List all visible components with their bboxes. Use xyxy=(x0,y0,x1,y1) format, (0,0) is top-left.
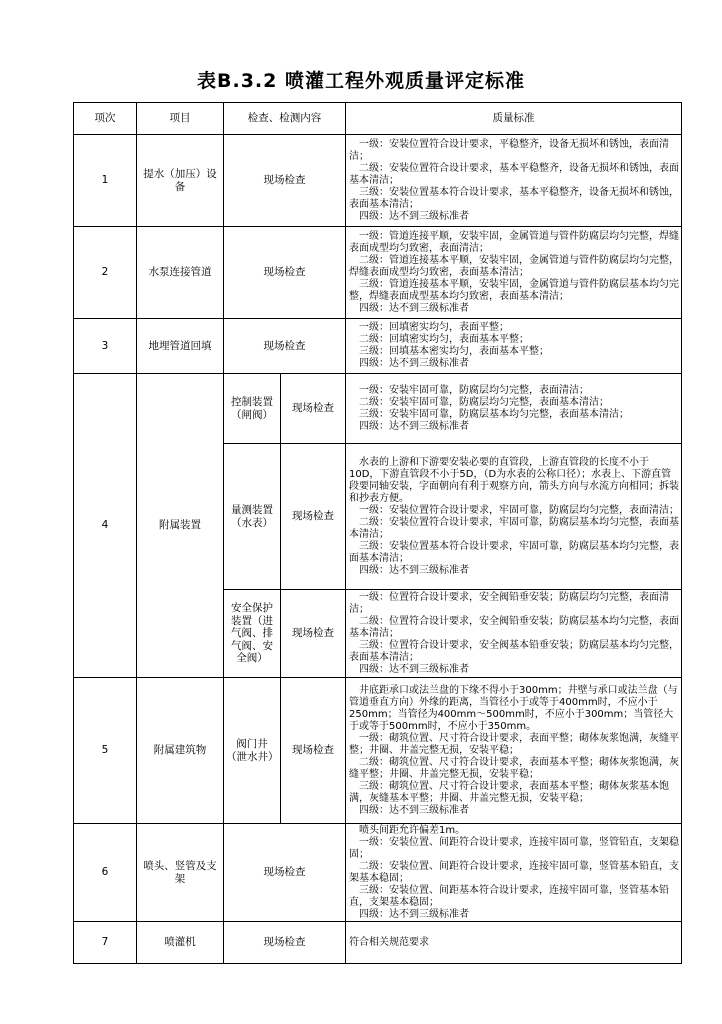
standard-line: 水表的上游和下游要安装必要的直管段，上游直管段的长度不小于10D，下游直管段不小于5D，（D为水表的公称口径）；水表上、下游直管段要同轴安装，字面朝向有利于观察方向，箭头方向与水流方向相同；拆装和抄表方便。 xyxy=(349,456,679,504)
standard-line: 喷头间距允许偏差1m。 xyxy=(359,824,466,836)
row-standard xyxy=(346,135,682,227)
standard-line: 四级：达不到三级标准者 xyxy=(359,210,469,222)
standard-line: 二级：管道连接基本平顺，安装牢固，金属管道与管件防腐层均匀完整，焊缝表面成型均匀致密，表面基本清洁； xyxy=(349,254,679,278)
row-no: 5 xyxy=(74,678,137,824)
row-check: 现场检查 xyxy=(281,444,346,590)
row-no: 3 xyxy=(74,319,137,374)
sub-name-text: 阀门井（泄水井） xyxy=(226,738,279,763)
row-standard xyxy=(346,678,682,824)
standard-line: 二级：安装位置符合设计要求，牢固可靠，防腐层基本均匀完整，表面基本清洁； xyxy=(349,516,679,540)
standard-line: 三级：安装位置、间距基本符合设计要求，连接牢固可靠，竖管基本铅直，支架基本稳固； xyxy=(349,884,669,908)
row-standard xyxy=(346,374,682,444)
row-no: 6 xyxy=(74,824,137,922)
standard-line: 二级：安装位置符合设计要求，基本平稳整齐，设备无损坏和锈蚀，表面基本清洁； xyxy=(349,162,679,186)
row-check: 现场检查 xyxy=(281,590,346,678)
standard-line: 四级：达不到三级标准者 xyxy=(359,804,469,816)
table-row xyxy=(74,374,682,444)
row-item: 地埋管道回填 xyxy=(137,319,224,374)
standard-line: 三级：安装牢固可靠，防腐层基本均匀完整，表面基本清洁； xyxy=(359,408,629,420)
row-standard xyxy=(346,444,682,590)
table-row xyxy=(74,678,682,824)
row-standard xyxy=(346,590,682,678)
standard-line: 二级：砌筑位置、尺寸符合设计要求，表面基本平整；砌体灰浆饱满，灰缝平整；井圈、井盖完整无损，安装平稳； xyxy=(349,756,679,780)
standard-line: 一级：安装位置符合设计要求，牢固可靠，防腐层均匀完整，表面清洁； xyxy=(359,504,679,516)
row-check: 现场检查 xyxy=(281,374,346,444)
standard-line: 三级：安装位置基本符合设计要求，基本平稳整齐，设备无损坏和锈蚀，表面基本清洁； xyxy=(349,186,679,210)
standard-line: 三级：管道连接基本平顺，安装牢固，金属管道与管件防腐层基本均匀完整，焊缝表面成型基本均匀致密，表面基本清洁； xyxy=(349,278,679,302)
standard-line: 二级：安装位置、间距符合设计要求，连接牢固可靠，竖管基本铅直，支架基本稳固； xyxy=(349,860,679,884)
row-item: 附属建筑物 xyxy=(137,678,224,824)
header-standard: 质量标准 xyxy=(346,103,682,135)
sub-name-text: 安全保护装置（进气阀、排气阀、安全阀） xyxy=(231,602,273,665)
table-row xyxy=(74,824,682,922)
standard-line: 二级：位置符合设计要求，安全阀铅垂安装；防腐层基本均匀完整，表面基本清洁； xyxy=(349,615,679,639)
standard-line: 一级：安装位置、间距符合设计要求，连接牢固可靠，竖管铅直，支架稳固； xyxy=(349,836,679,860)
row-item: 喷灌机 xyxy=(137,922,224,964)
row-sub-name xyxy=(224,678,281,824)
row-item: 水泵连接管道 xyxy=(137,227,224,319)
header-item: 项目 xyxy=(137,103,224,135)
row-item: 附属装置 xyxy=(137,374,224,678)
standard-line: 四级：达不到三级标准者 xyxy=(359,908,469,920)
row-item-text: 提水（加压）设备 xyxy=(143,168,217,193)
table-row xyxy=(74,135,682,227)
table-row xyxy=(74,319,682,374)
row-no: 1 xyxy=(74,135,137,227)
row-check: 现场检查 xyxy=(281,678,346,824)
row-standard xyxy=(346,824,682,922)
standard-line: 四级：达不到三级标准者 xyxy=(359,420,469,432)
standard-line: 三级：安装位置基本符合设计要求，牢固可靠，防腐层基本均匀完整，表面基本清洁； xyxy=(349,540,679,564)
standard-line: 四级：达不到三级标准者 xyxy=(359,302,469,314)
standard-line: 二级：回填密实均匀，表面基本平整； xyxy=(359,334,529,345)
standard-line: 四级：达不到三级标准者 xyxy=(359,663,469,675)
standard-line: 二级：安装牢固可靠，防腐层均匀完整，表面基本清洁； xyxy=(359,396,609,408)
standard-line: 四级：达不到三级标准者 xyxy=(359,564,469,576)
standard-line: 三级：砌筑位置、尺寸符合设计要求，表面基本平整；砌体灰浆基本饱满，灰缝基本平整；井圈、井盖完整无损，安装平稳； xyxy=(349,780,669,804)
row-standard: 符合相关规范要求 xyxy=(346,922,682,964)
standard-line: 一级：位置符合设计要求，安全阀铅垂安装；防腐层均匀完整，表面清洁； xyxy=(349,591,669,615)
standard-line: 四级：达不到三级标准者 xyxy=(359,358,469,369)
quality-standard-table xyxy=(73,102,682,964)
row-check: 现场检查 xyxy=(224,922,346,964)
standard-line: 三级：回填基本密实均匀，表面基本平整； xyxy=(359,346,549,357)
header-check: 检查、检测内容 xyxy=(224,103,346,135)
row-no: 2 xyxy=(74,227,137,319)
row-sub-name xyxy=(224,374,281,444)
row-sub-name xyxy=(224,590,281,678)
row-no: 7 xyxy=(74,922,137,964)
sub-name-text: 控制装置（闸阀） xyxy=(231,396,273,421)
table-row xyxy=(74,922,682,964)
row-check: 现场检查 xyxy=(224,824,346,922)
standard-line: 一级：回填密实均匀，表面平整； xyxy=(359,322,509,333)
row-item xyxy=(137,135,224,227)
standard-line: 井底距承口或法兰盘的下缘不得小于300mm；井壁与承口或法兰盘（与管道垂直方向）外缘的距离，当管径小于或等于400mm时，不应小于250mm；当管径为400mm～500mm时，不应小于300mm；当管径大于或等于500mm时，不应小于350mm。 xyxy=(349,684,678,732)
row-check: 现场检查 xyxy=(224,227,346,319)
row-item xyxy=(137,824,224,922)
standard-line: 一级：安装牢固可靠，防腐层均匀完整，表面清洁； xyxy=(359,384,589,396)
row-item-text: 喷头、竖管及支架 xyxy=(143,860,217,885)
page-title: 表B.3.2 喷灌工程外观质量评定标准 xyxy=(197,70,525,92)
row-standard xyxy=(346,319,682,374)
sub-name-text: 量测装置（水表） xyxy=(231,504,273,529)
standard-line: 一级：安装位置符合设计要求，平稳整齐，设备无损坏和锈蚀，表面清洁； xyxy=(349,138,669,162)
row-check: 现场检查 xyxy=(224,319,346,374)
header-no: 项次 xyxy=(74,103,137,135)
row-no: 4 xyxy=(74,374,137,678)
row-check: 现场检查 xyxy=(224,135,346,227)
table-row xyxy=(74,227,682,319)
standard-line: 三级：位置符合设计要求，安全阀基本铅垂安装；防腐层基本均匀完整，表面基本清洁； xyxy=(349,639,679,663)
standard-line: 一级：管道连接平顺，安装牢固，金属管道与管件防腐层均匀完整，焊缝表面成型均匀致密，表面清洁； xyxy=(349,230,679,254)
table-header-row xyxy=(74,103,682,135)
row-standard xyxy=(346,227,682,319)
row-sub-name xyxy=(224,444,281,590)
standard-line: 一级：砌筑位置、尺寸符合设计要求，表面平整；砌体灰浆饱满，灰缝平整；井圈、井盖完整无损，安装平稳； xyxy=(349,732,679,756)
